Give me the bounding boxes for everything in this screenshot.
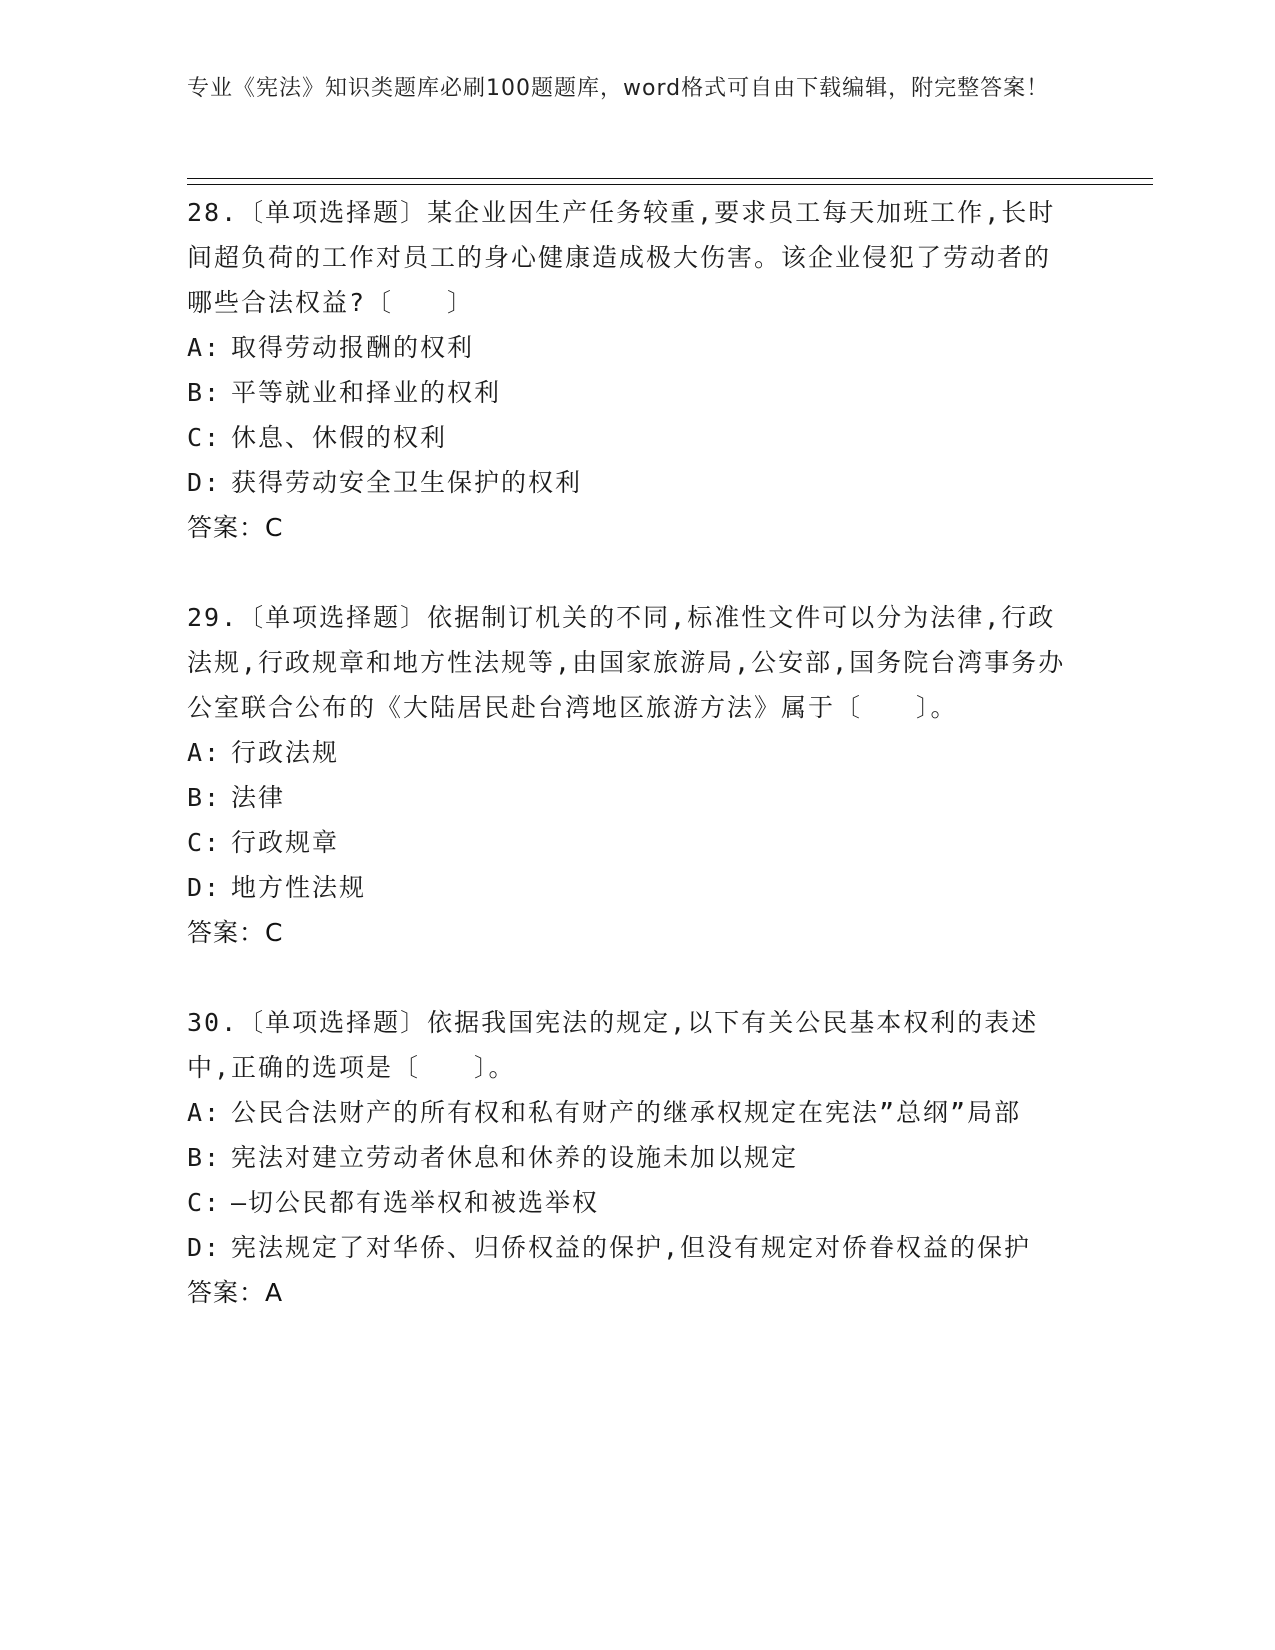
option-b [187,775,1077,820]
option-text: 取得劳动报酬的权利 [231,333,475,362]
option-text: 法律 [231,783,286,812]
option-text: —切公民都有选举权和被选举权 [231,1188,600,1217]
question-text: 30.〔单项选择题〕依据我国宪法的规定,以下有关公民基本权利的表述中,正确的选项是〔 〕。 [187,1008,1039,1082]
option-key: B: [187,783,222,812]
question-text: 28.〔单项选择题〕某企业因生产任务较重,要求员工每天加班工作,长时间超负荷的工作对员工的身心健康造成极大伤害。该企业侵犯了劳动者的哪些合法权益?〔 〕 [187,198,1056,317]
answer-line: 答案：A [187,1278,284,1307]
question-28 [187,190,1077,551]
header-divider-bottom [187,184,1153,185]
option-c [187,1180,1077,1225]
option-text: 行政法规 [231,738,340,767]
option-key: D: [187,873,222,902]
option-key: A: [187,333,222,362]
option-a [187,325,1077,370]
option-text: 宪法规定了对华侨、归侨权益的保护,但没有规定对侨眷权益的保护 [231,1233,1032,1262]
option-text: 地方性法规 [231,873,367,902]
option-text: 行政规章 [231,828,340,857]
question-29 [187,595,1077,956]
option-a [187,730,1077,775]
option-text: 公民合法财产的所有权和私有财产的继承权规定在宪法”总纲”局部 [231,1098,1022,1127]
option-d [187,460,1077,505]
question-text: 29.〔单项选择题〕依据制订机关的不同,标准性文件可以分为法律,行政法规,行政规章和地方性法规等,由国家旅游局,公安部,国务院台湾事务办公室联合公布的《大陆居民赴台湾地区旅游方法》属于〔 〕。 [187,603,1066,722]
answer-line: 答案：C [187,918,284,947]
option-text: 休息、休假的权利 [231,423,448,452]
option-key: C: [187,828,222,857]
option-text: 宪法对建立劳动者休息和休养的设施未加以规定 [231,1143,799,1172]
option-text: 获得劳动安全卫生保护的权利 [231,468,583,497]
option-key: A: [187,738,222,767]
option-text: 平等就业和择业的权利 [231,378,502,407]
option-key: A: [187,1098,222,1127]
header-divider-top [187,178,1153,179]
answer-line: 答案：C [187,513,284,542]
option-key: C: [187,1188,222,1217]
option-b [187,1135,1077,1180]
option-key: B: [187,378,222,407]
option-d [187,1225,1077,1270]
option-c [187,820,1077,865]
option-d [187,865,1077,910]
option-key: B: [187,1143,222,1172]
option-b [187,370,1077,415]
option-key: D: [187,1233,222,1262]
option-a [187,1090,1077,1135]
option-key: D: [187,468,222,497]
page-header-title: 专业《宪法》知识类题库必刷100题题库，word格式可自由下载编辑，附完整答案！ [187,76,1050,101]
option-key: C: [187,423,222,452]
option-c [187,415,1077,460]
question-30 [187,1000,1077,1316]
question-list [187,190,1077,1360]
